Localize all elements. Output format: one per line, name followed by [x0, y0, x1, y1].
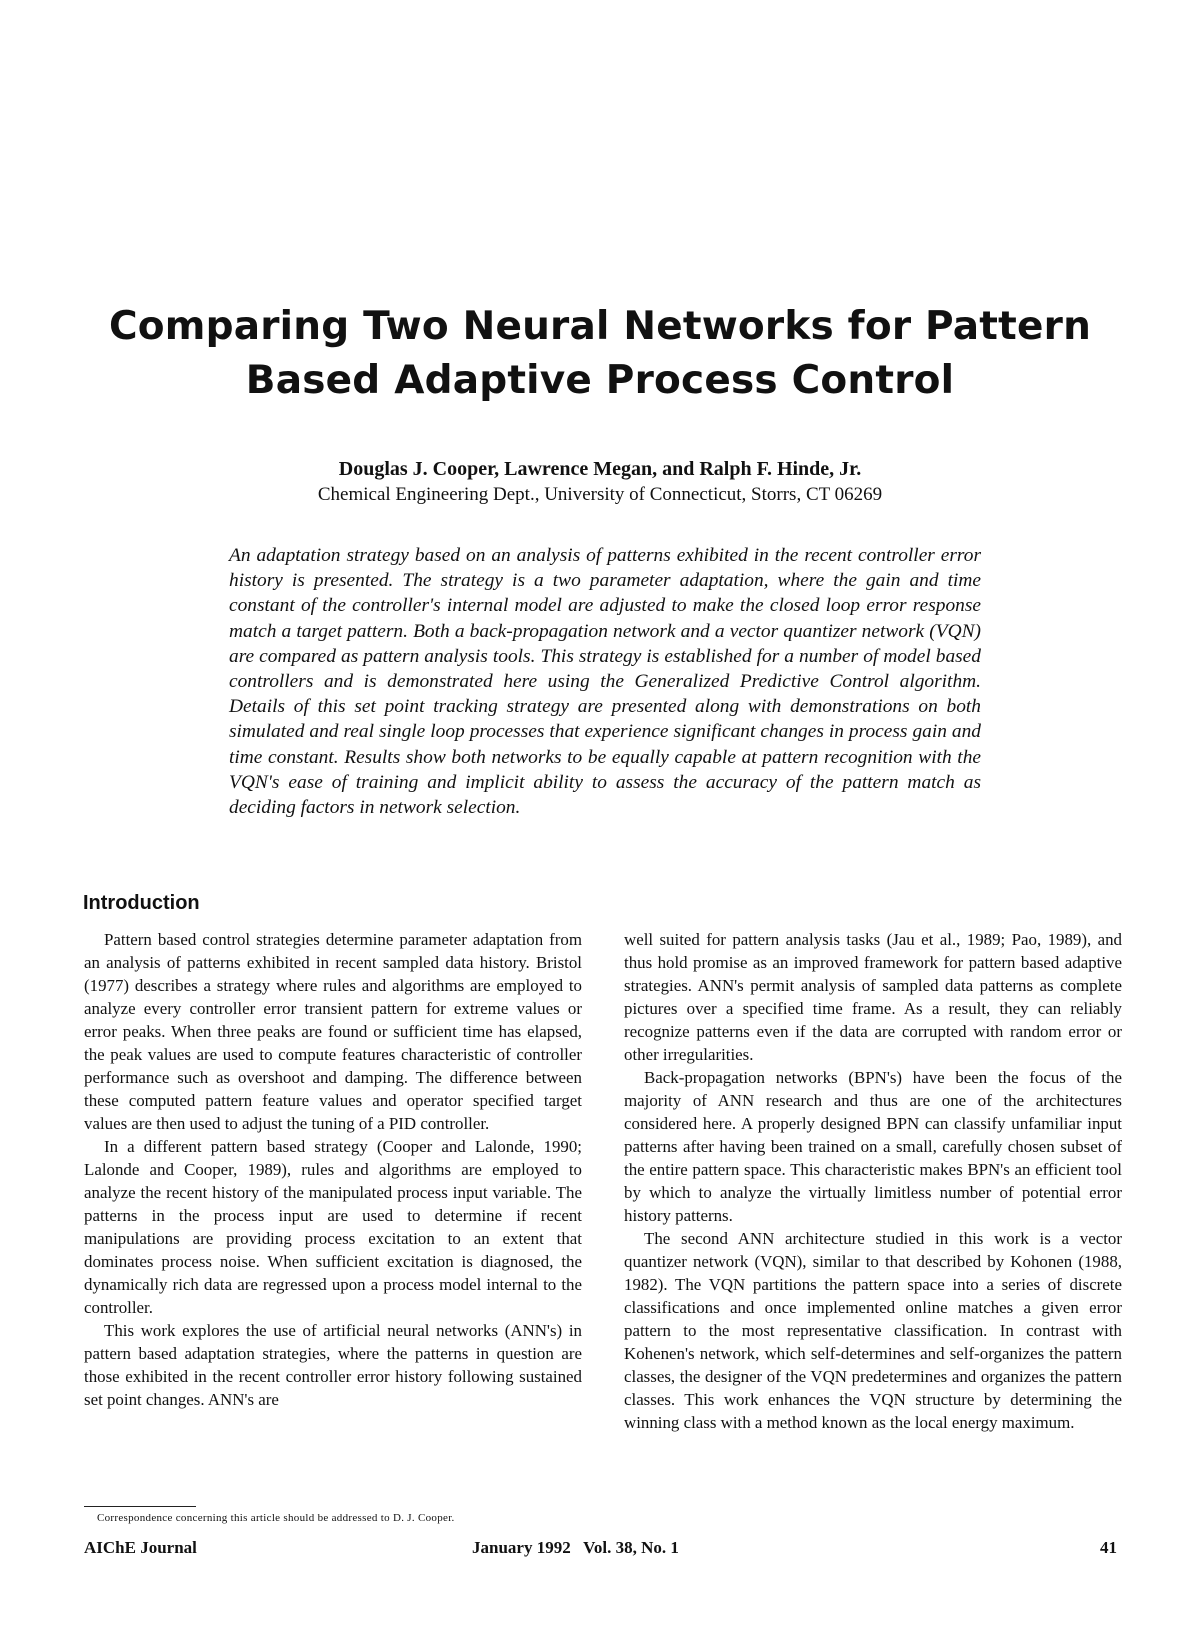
footer-journal-name: AIChE Journal: [84, 1538, 197, 1557]
section-heading-introduction: Introduction: [83, 892, 200, 914]
footer-issue: January 1992 Vol. 38, No. 1: [472, 1538, 679, 1557]
paper-title: [100, 300, 1100, 408]
title-line-1: Comparing Two Neural Networks for Pattern: [108, 304, 1092, 349]
author-list: Douglas J. Cooper, Lawrence Megan, and Ralph F. Hinde, Jr.: [338, 458, 862, 480]
footnote-divider: [84, 1506, 196, 1507]
page-number: 41: [1100, 1538, 1117, 1557]
abstract: An adaptation strategy based on an analysis of patterns exhibited in the recent controller error history is presented. The strategy is a two parameter adaptation, where the gain and time constant of the controller's internal model are adjusted to make the closed loop error response match a target pattern. Both a back-propagation network and a vector quantizer network (VQN) are compared as pattern analysis tools. This strategy is established for a number of model based controllers and is demonstrated here using the Generalized Predictive Control algorithm. Details of this set point tracking strategy are presented along with demonstrations on both simulated and real single loop processes that experience significant changes in process gain and time constant. Results show both networks to be equally capable at pattern recognition with the VQN's ease of training and implicit ability to assess the accuracy of the pattern match as deciding factors in network selection.: [229, 545, 981, 819]
paragraph: This work explores the use of artificial neural networks (ANN's) in pattern based adaptation strategies, where the patterns in question are those exhibited in the recent controller error history following sustained set point changes. ANN's are: [84, 1321, 582, 1409]
left-column: [84, 928, 582, 1411]
paragraph: Pattern based control strategies determine parameter adaptation from an analysis of patterns exhibited in recent sampled data history. Bristol (1977) describes a strategy where rules and algorithms are employed to analyze every controller error transient pattern for extreme values or error peaks. When three peaks are found or sufficient time has elapsed, the peak values are used to compute features characteristic of controller performance such as overshoot and damping. The difference between these computed pattern feature values and operator specified target values are then used to adjust the tuning of a PID controller.: [84, 930, 582, 1133]
paragraph: well suited for pattern analysis tasks (Jau et al., 1989; Pao, 1989), and thus hold promise as an improved framework for pattern based adaptive strategies. ANN's permit analysis of sampled data patterns as complete pictures over a specified time frame. As a result, they can reliably recognize patterns even if the data are corrupted with random error or other irregularities.: [624, 930, 1122, 1064]
affiliation: Chemical Engineering Dept., University of Connecticut, Storrs, CT 06269: [317, 484, 883, 505]
title-line-2: Based Adaptive Process Control: [245, 358, 955, 403]
paragraph: In a different pattern based strategy (Cooper and Lalonde, 1990; Lalonde and Cooper, 1989), rules and algorithms are employed to analyze the recent history of the manipulated process input variable. The patterns in the process input are used to determine if recent manipulations are providing process excitation to an extent that dominates process noise. When sufficient excitation is diagnosed, the dynamically rich data are regressed upon a process model internal to the controller.: [84, 1137, 582, 1317]
paragraph: Back-propagation networks (BPN's) have been the focus of the majority of ANN research and thus are one of the architectures considered here. A properly designed BPN can classify unfamiliar input patterns after having been trained on a small, carefully chosen subset of the entire pattern space. This characteristic makes BPN's an efficient tool by which to analyze the virtually limitless number of potential error history patterns.: [624, 1068, 1122, 1225]
footnote: Correspondence concerning this article should be addressed to D. J. Cooper.: [97, 1512, 455, 1524]
right-column: [624, 928, 1122, 1434]
paragraph: The second ANN architecture studied in this work is a vector quantizer network (VQN), similar to that described by Kohonen (1988, 1982). The VQN partitions the pattern space into a series of discrete classifications and once implemented online matches a given error pattern to the most representative classification. In contrast with Kohenen's network, which self-determines and self-organizes the pattern classes, the designer of the VQN predetermines and organizes the pattern classes. This work enhances the VQN structure by determining the winning class with a method known as the local energy maximum.: [624, 1229, 1122, 1432]
